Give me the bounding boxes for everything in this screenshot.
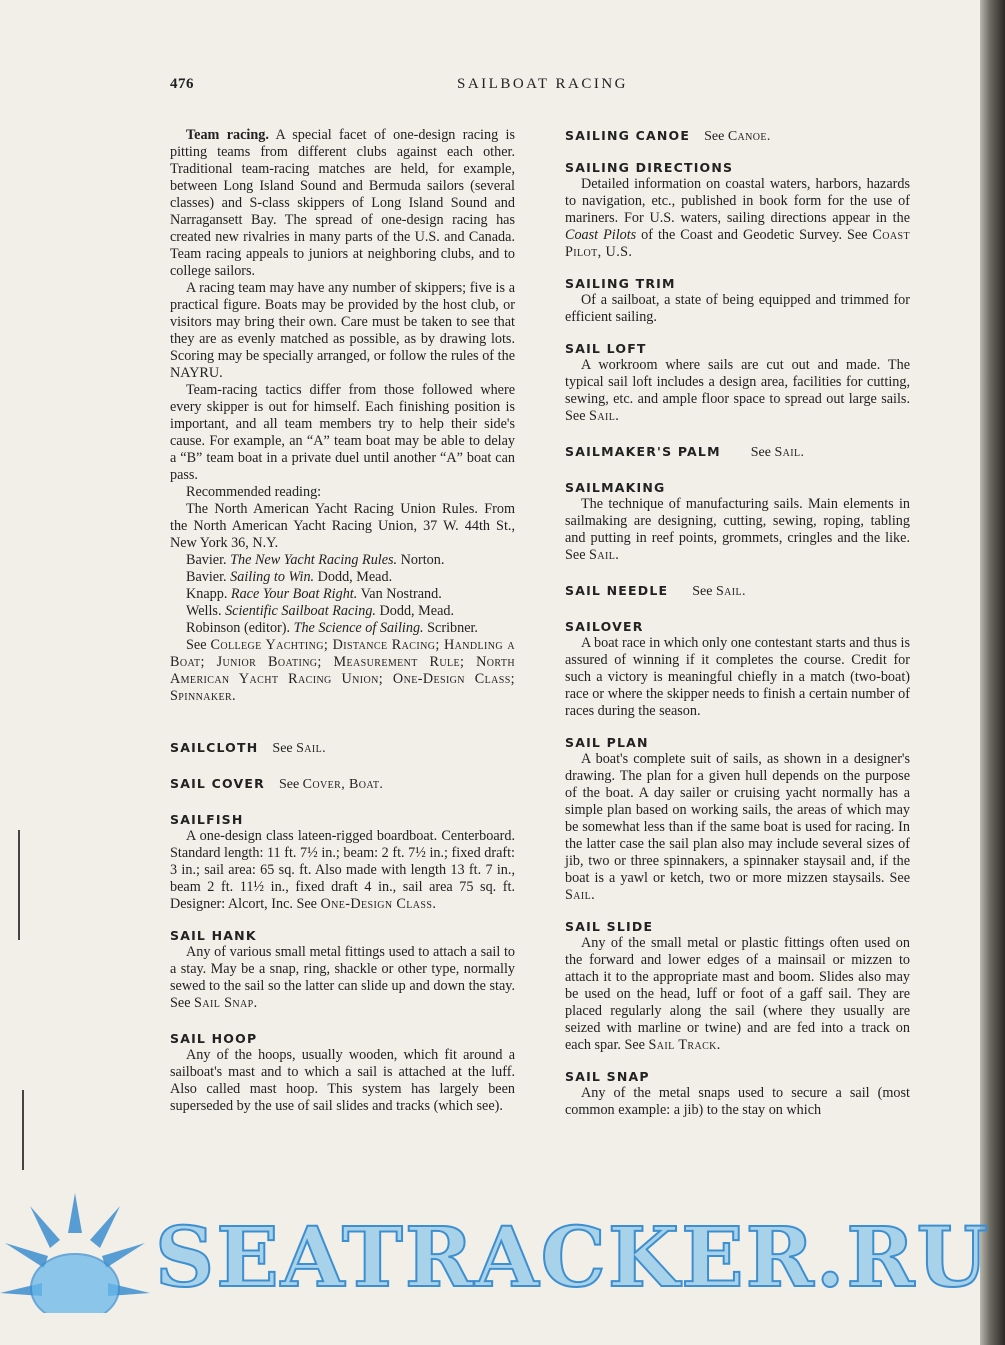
sailmaking-text: The technique of manufacturing sails. Main elements in sailmaking are designing, cutting, sewing, roping, tabling and putting in reef points, grommets, cringles and the like. See Sail. [565, 496, 910, 563]
watermark-text: SEATRACKER.RU [155, 1210, 991, 1306]
entry-sailing-directions [565, 159, 910, 261]
entry-sail-hank [170, 927, 515, 1012]
reading-item-5: Wells. Scientific Sailboat Racing. Dodd, Mead. [186, 603, 455, 619]
headword-sail-plan: SAIL PLAN [565, 735, 649, 750]
entry-sailmaking [565, 479, 910, 564]
sail-snap-text: Any of the metal snaps used to secure a sail (most common example: a jib) to the stay on which [565, 1085, 910, 1118]
entry-sailing-trim [565, 275, 910, 326]
page-number: 476 [170, 76, 194, 92]
headword-sailing-trim: SAILING TRIM [565, 276, 676, 291]
left-column [170, 127, 515, 1115]
entry-sail-needle: SAIL NEEDLE See Sail. [565, 583, 746, 599]
headword-sailing-directions: SAILING DIRECTIONS [565, 160, 734, 175]
entry-sailcloth: SAILCLOTH See Sail. [170, 740, 327, 756]
margin-mark [18, 830, 20, 940]
headword-sail-cover: SAIL COVER [170, 776, 265, 791]
headword-sailmakers-palm: SAILMAKER'S PALM [565, 444, 721, 459]
headword-sail-hoop: SAIL HOOP [170, 1031, 258, 1046]
entry-team-racing [170, 127, 515, 705]
sailover-text: A boat race in which only one contestant starts and thus is assured of winning if it completes the course. Credit for such a victory is meaningful chiefly in a match (two-boat) race or where the skipper needs to finish a certain number of races during the season. [565, 635, 910, 719]
headword-sail-snap: SAIL SNAP [565, 1069, 650, 1084]
headword-sail-needle: SAIL NEEDLE [565, 583, 669, 598]
entry-sail-slide [565, 918, 910, 1054]
entry-sailfish [170, 811, 515, 913]
right-column [565, 127, 910, 1119]
sailfish-text: A one-design class lateen-rigged boardboat. Centerboard. Standard length: 11 ft. 7½ in.; beam: 2 ft. 7½ in.; fixed draft: 3 in.; sail area: 65 sq. ft. Also made with length 13 ft. 7 in., beam 2 ft. 11½ in., fixed draft 4 in., sail area 75 sq. ft. Designer: Alcort, Inc. See One-Design Class. [170, 828, 515, 912]
page-gutter [980, 0, 1005, 1345]
entry-sailmakers-palm: SAILMAKER'S PALM See Sail. [565, 444, 805, 460]
entry-sail-loft [565, 340, 910, 425]
entry-sailing-canoe: SAILING CANOE See Canoe. [565, 128, 771, 144]
sail-hank-text: Any of various small metal fittings used to attach a sail to a stay. May be a snap, ring, shackle or other type, normally sewed to the sail so the latter can slide up and down the stay. See Sail Snap. [170, 944, 515, 1011]
team-racing-para-2: A racing team may have any number of skippers; five is a practical figure. Boats may be provided by the host club, or visitors may bring their own. Care must be taken to see that they are as evenly matched as possible, as by drawing lots. Scoring may be specially arranged, or follow the rules of the NAYRU. [170, 280, 515, 381]
reading-item-2: Bavier. The New Yacht Racing Rules. Norton. [186, 552, 445, 568]
entry-sail-hoop [170, 1030, 515, 1115]
sailing-trim-text: Of a sailboat, a state of being equipped and trimmed for efficient sailing. [565, 292, 910, 325]
entry-sail-snap [565, 1068, 910, 1119]
headword-sail-loft: SAIL LOFT [565, 341, 647, 356]
team-racing-see-also: See College Yachting; Distance Racing; Handling a Boat; Junior Boating; Measurement Rule; North American Yacht Racing Union; One-Design Class; Spinnaker. [170, 637, 516, 704]
headword-sailmaking: SAILMAKING [565, 480, 666, 495]
headword-sail-hank: SAIL HANK [170, 928, 257, 943]
sun-icon [0, 1188, 150, 1313]
sail-hoop-text: Any of the hoops, usually wooden, which fit around a sailboat's mast and to which a sail is attached at the luff. Also called mast hoop. This system has largely been superseded by the use of sail slides and tracks (which see). [170, 1047, 515, 1114]
sail-plan-text: A boat's complete suit of sails, as shown in a designer's drawing. The plan for a given hull depends on the purpose of the boat. A day sailer or cruising yacht normally has a simple plan based on working sails, the areas of which may be somewhat less than if the same boat is used for racing. In the latter case the sail plan also may include several sizes of jib, two or three spinnakers, a spinnaker staysail and, if the boat is a yawl or ketch, two or more mizzen staysails. See Sail. [565, 751, 910, 903]
headword-sailfish: SAILFISH [170, 812, 244, 827]
page-header [170, 76, 915, 96]
team-racing-para-3: Team-racing tactics differ from those followed where every skipper is out for himself. Each finishing position is important, and all team members try to help their side's cause. For example, an “A” team boat may be able to delay a “B” team boat in a private duel until another “A” boat can pass. [170, 382, 515, 483]
sail-slide-text: Any of the small metal or plastic fittings often used on the forward and lower edges of a mainsail or mizzen to attach it to the appropriate mast and boom. Slides also may be used on the head, luff or foot of a gaff sail. They are placed regularly along the sail (where they usually are seized with marline or twine) and are fed into a track on each spar. See Sail Track. [565, 935, 910, 1053]
reading-item-1: The North American Yacht Racing Union Rules. From the North American Yacht Racing Union, 37 W. 44th St., New York 36, N.Y. [170, 501, 515, 551]
term-team-racing: Team racing. [186, 127, 269, 143]
running-title: SAILBOAT RACING [457, 76, 628, 92]
headword-sailing-canoe: SAILING CANOE [565, 128, 691, 143]
sail-loft-text: A workroom where sails are cut out and made. The typical sail loft includes a design area, facilities for cutting, sewing, etc. and ample floor space to spread out large sails. See Sail. [565, 357, 910, 424]
headword-sailover: SAILOVER [565, 619, 644, 634]
entry-sailover [565, 618, 910, 720]
headword-sailcloth: SAILCLOTH [170, 740, 259, 755]
recommended-reading-label: Recommended reading: [186, 484, 322, 500]
watermark [0, 1188, 1005, 1313]
reading-item-3: Bavier. Sailing to Win. Dodd, Mead. [186, 569, 393, 585]
sailing-directions-text: Detailed information on coastal waters, harbors, hazards to navigation, etc., published in book form for the use of mariners. For U.S. waters, sailing directions appear in the Coast Pilots of the Coast and Geodetic Survey. See Coast Pilot, U.S. [565, 176, 910, 260]
reading-item-4: Knapp. Race Your Boat Right. Van Nostrand. [186, 586, 442, 602]
entry-sail-plan [565, 734, 910, 904]
headword-sail-slide: SAIL SLIDE [565, 919, 654, 934]
entry-sail-cover: SAIL COVER See Cover, Boat. [170, 776, 384, 792]
reading-item-6: Robinson (editor). The Science of Sailing. Scribner. [186, 620, 478, 636]
margin-mark [22, 1090, 24, 1170]
team-racing-para-1: A special facet of one-design racing is pitting teams from different clubs against each other. Traditional team-racing matches are held, for example, between Long Island Sound and Bermuda sailors (several classes) and S-class skippers of Long Island Sound and Narragansett Bay. The spread of one-design racing has created new rivalries in many parts of the U.S. and Canada. Team racing appeals to juniors at neighboring clubs, and to college sailors. [170, 127, 516, 279]
